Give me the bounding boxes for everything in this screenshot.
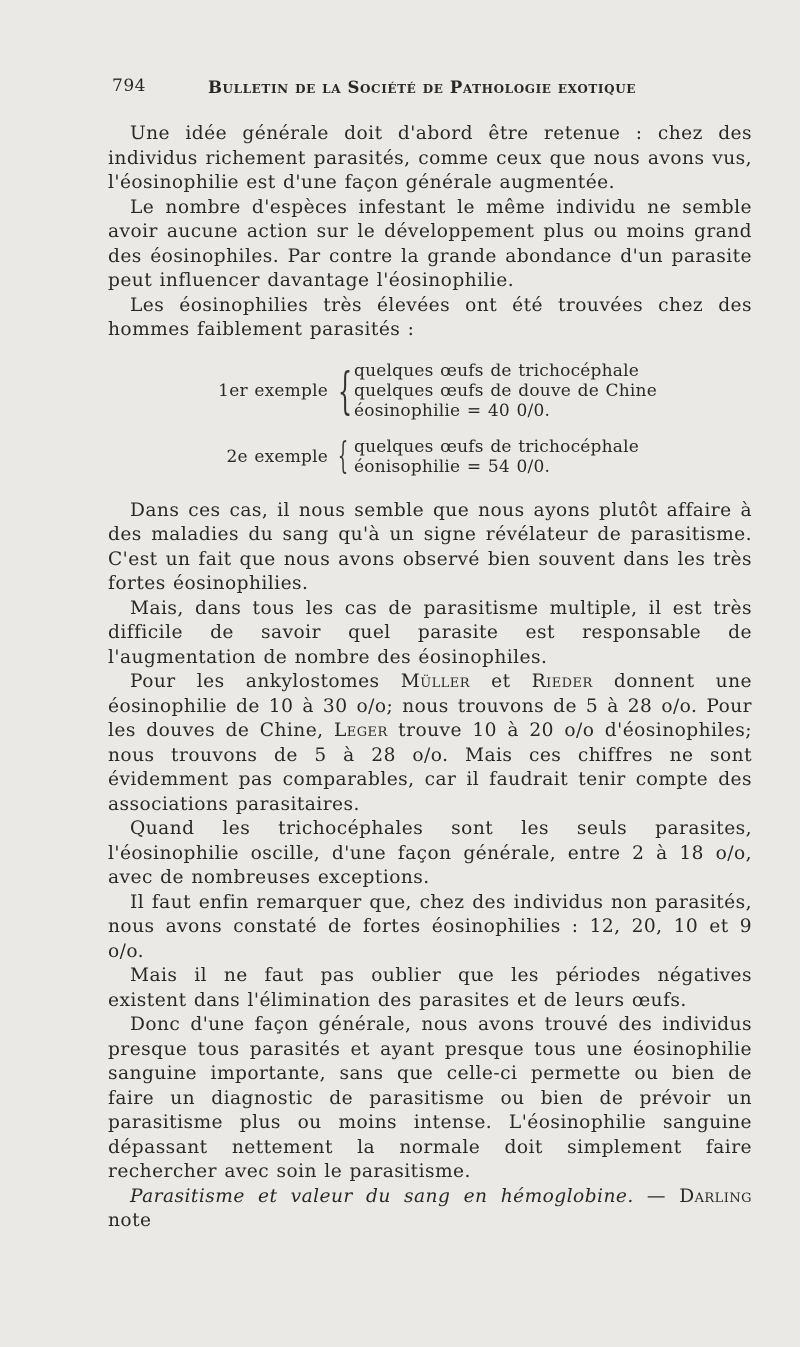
example-line: quelques œufs de douve de Chine — [354, 380, 657, 401]
author-name: Müller — [400, 671, 470, 692]
author-name: Leger — [333, 720, 388, 741]
example-2 — [108, 437, 752, 477]
example-lines — [354, 437, 639, 477]
text-run: Pour les ankylostomes — [130, 671, 401, 692]
paragraph: Une idée générale doit d'abord être retenue : chez des individus richement parasités, comme ceux que nous avons vus, l'éosinophilie est d'une façon générale augmentée. — [108, 123, 752, 193]
paragraph: Le nombre d'espèces infestant le même individu ne semble avoir aucune action sur le développement plus ou moins grand des éosinophiles. Par contre la grande abondance d'un parasite peut influencer davantage l'éosinophilie. — [108, 196, 752, 291]
brace-left: { — [337, 361, 353, 420]
paragraph — [108, 670, 752, 817]
paragraph — [108, 1185, 752, 1234]
examples-block — [108, 361, 752, 477]
author-name: Rieder — [531, 671, 593, 692]
text-run: note — [108, 1210, 152, 1231]
paragraph: Les éosinophilies très élevées ont été trouvées chez des hommes faiblement parasités : — [108, 294, 752, 340]
example-label: 1er exemple — [218, 380, 328, 401]
text-run: donnent une éosinophilie de 10 à 30 o/o; nous trouvons de 5 à 28 o/o. Pour les douves de Chine, — [108, 671, 752, 741]
text-run: et — [469, 671, 532, 692]
example-lines — [354, 361, 657, 421]
example-line: quelques œufs de trichocéphale — [354, 360, 640, 381]
paragraph: Donc d'une façon générale, nous avons trouvé des individus presque tous parasités et ayant presque tous une éosinophilie sanguine importante, sans que celle-ci permette ou bien de faire un diagnostic de parasitisme ou bien de prévoir un parasitisme plus ou moins intense. L'éosinophilie sanguine dépassant nettement la normale doit simplement faire rechercher avec soin le parasitisme. — [108, 1014, 752, 1182]
section-heading: Parasitisme et valeur du sang en hémoglobine. — [130, 1185, 634, 1207]
example-line: éonisophilie = 54 0/0. — [354, 456, 551, 477]
example-label: 2e exemple — [226, 446, 328, 467]
text-run: — — [633, 1185, 680, 1207]
brace-left: { — [337, 435, 349, 477]
paragraph: Mais il ne faut pas oublier que les périodes négatives existent dans l'élimination des parasites et de leurs œufs. — [108, 965, 752, 1011]
author-name: Darling — [679, 1185, 752, 1207]
example-line: quelques œufs de trichocéphale — [354, 436, 640, 457]
body-text — [108, 122, 752, 1234]
paragraph: Dans ces cas, il nous semble que nous ayons plutôt affaire à des maladies du sang qu'à un signe révélateur de parasitisme. C'est un fait que nous avons observé bien souvent dans les très fortes éosinophilies. — [108, 499, 752, 594]
running-title: Bulletin de la Société de Pathologie exotique — [208, 78, 637, 97]
paragraph: Il faut enfin remarquer que, chez des individus non parasités, nous avons constaté de fortes éosinophilies : 12, 20, 10 et 9 o/o. — [108, 891, 752, 962]
paragraph: Mais, dans tous les cas de parasitisme multiple, il est très difficile de savoir quel parasite est responsable de l'augmentation de nombre des éosinophiles. — [108, 597, 752, 668]
example-1 — [108, 361, 752, 421]
text-run: trouve 10 à 20 o/o d'éosinophiles; nous trouvons de 5 à 28 o/o. Mais ces chiffres ne sont évidemment pas comparables, car il faudrait tenir compte des associations parasitaires. — [108, 720, 752, 815]
example-line: éosinophilie = 40 0/0. — [354, 400, 551, 421]
page-number: 794 — [112, 76, 146, 96]
paragraph: Quand les trichocéphales sont les seuls parasites, l'éosinophilie oscille, d'une façon générale, entre 2 à 18 o/o, avec de nombreuses exceptions. — [108, 818, 752, 888]
